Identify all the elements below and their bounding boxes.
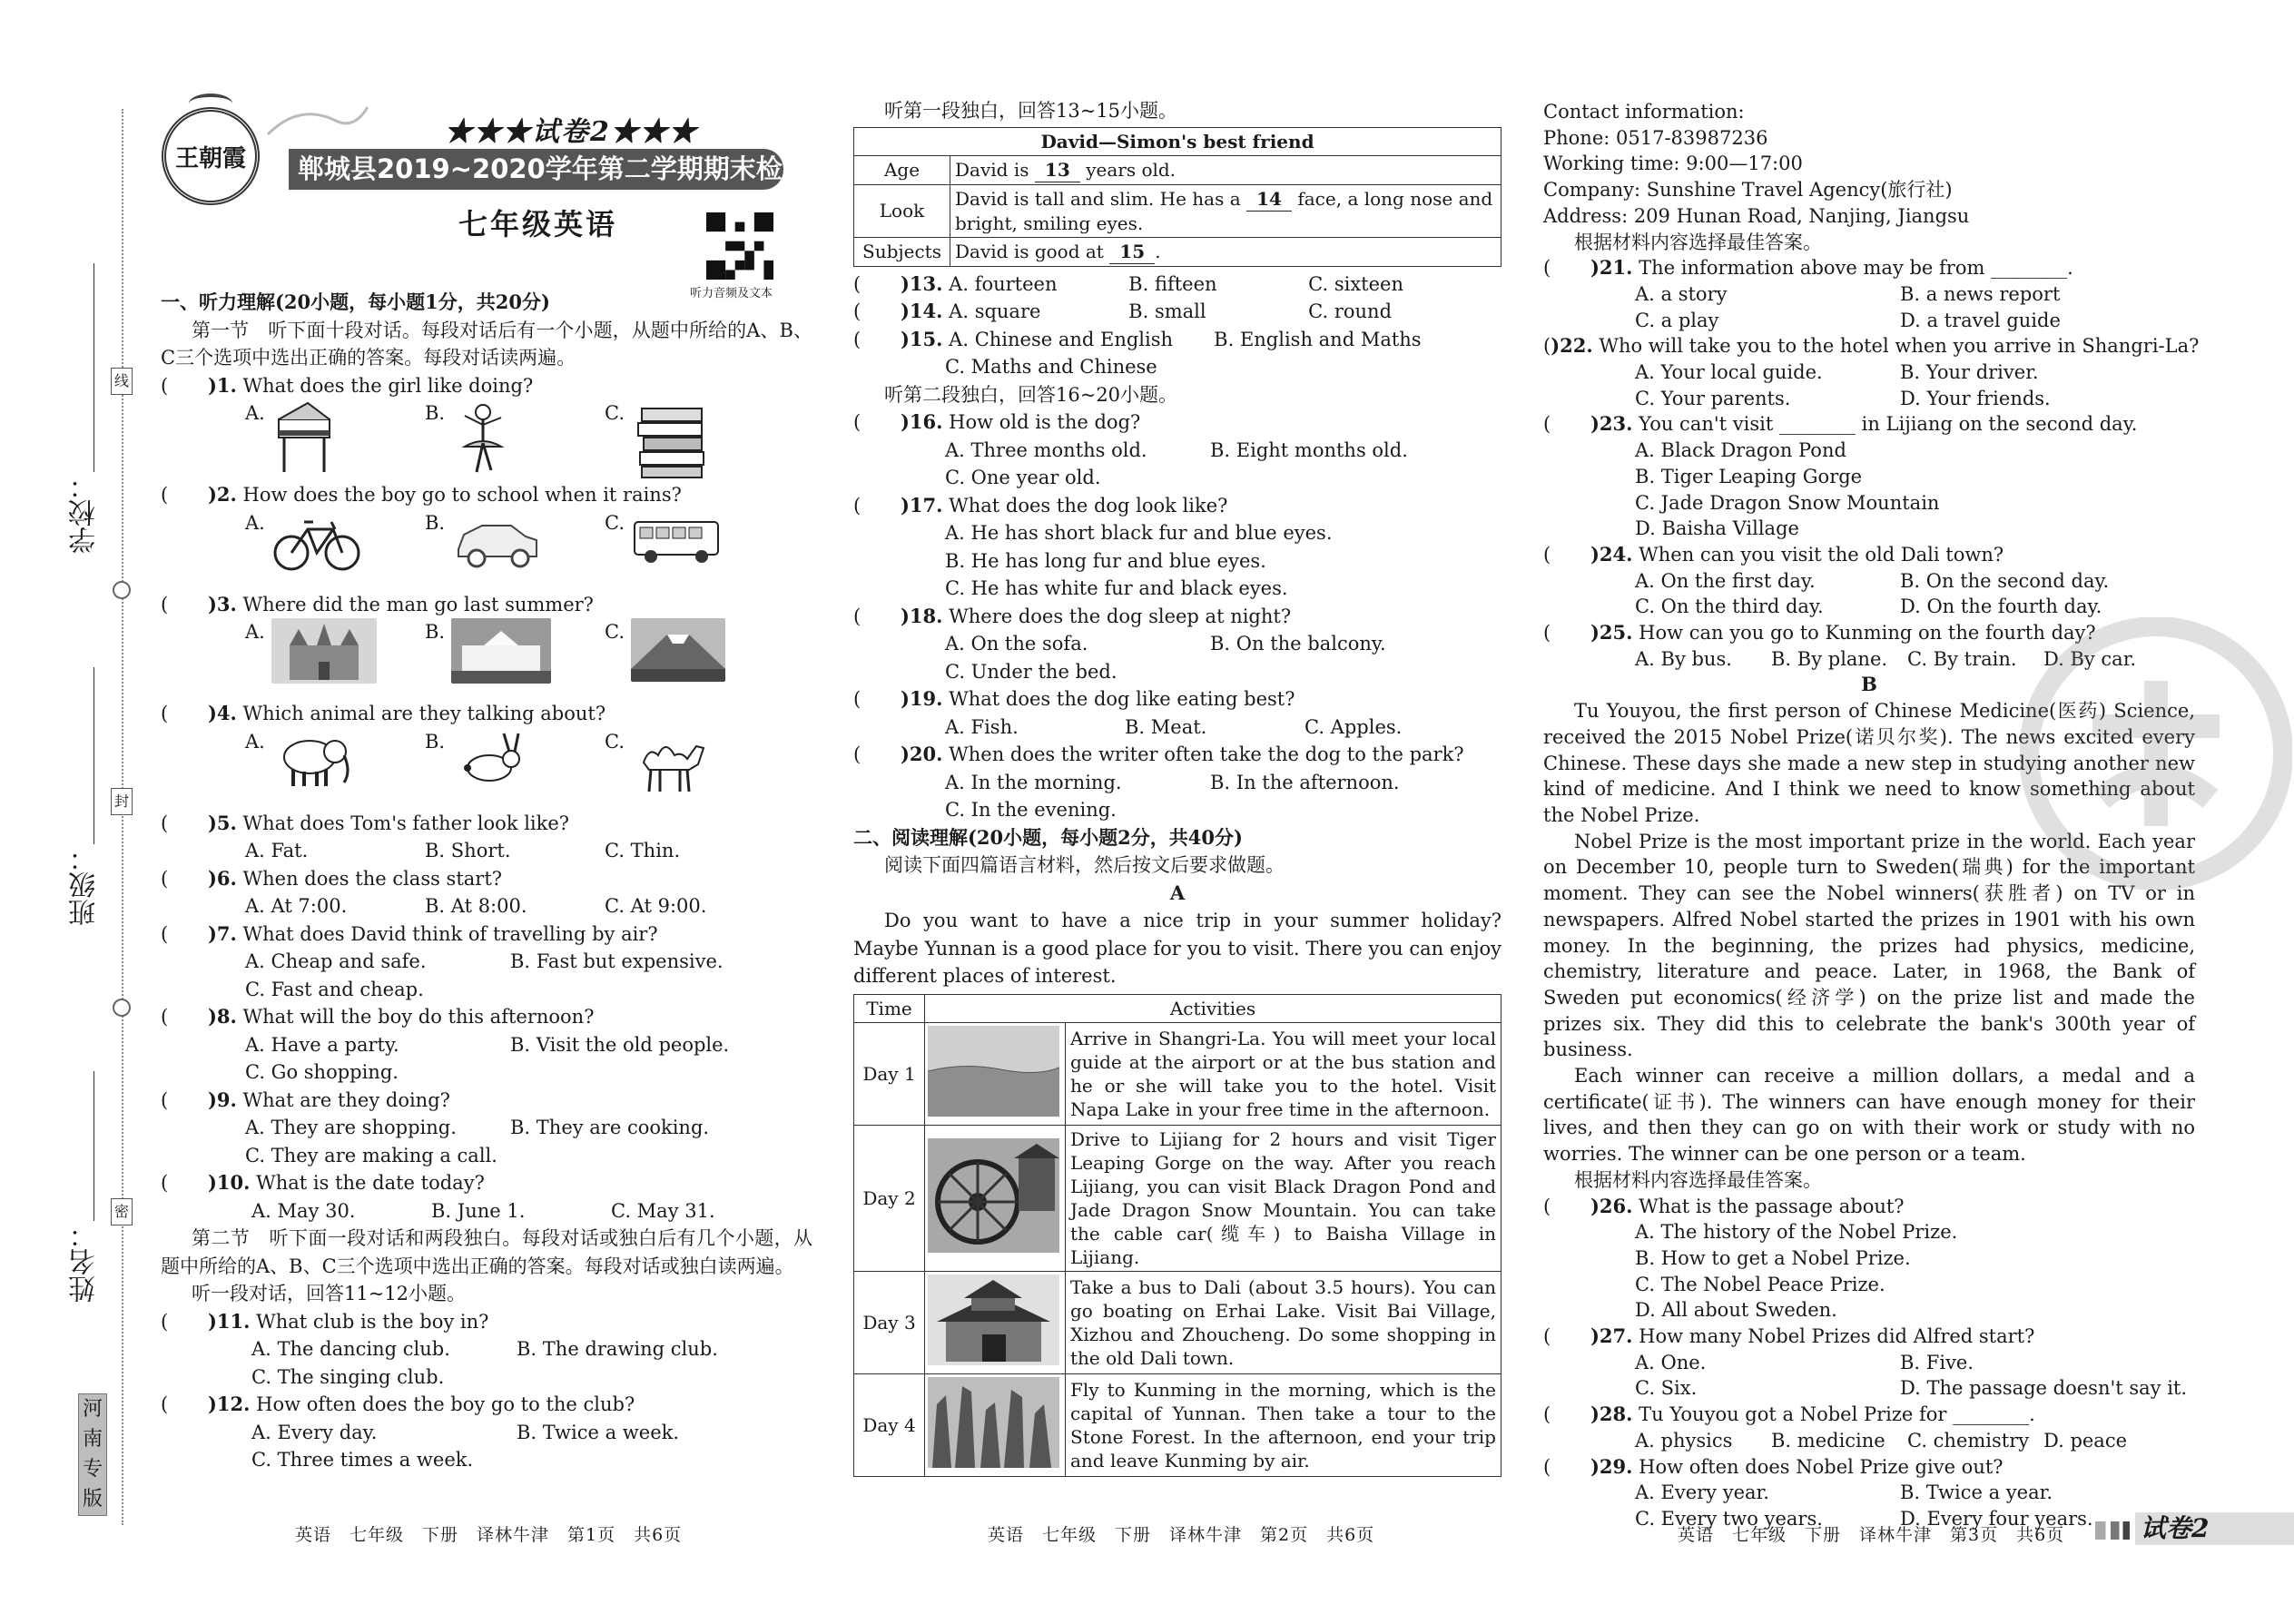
q6-option-a[interactable]: A. At 7:00. xyxy=(245,895,348,917)
trip-day-3: Day 3 xyxy=(854,1271,925,1373)
q4-option-b[interactable]: B. xyxy=(425,728,605,810)
q16-options-2 xyxy=(853,464,1501,492)
q20-options-2 xyxy=(853,796,1501,824)
trip-day-2-text: Drive to Lijiang for 2 hours and visit Tiger Leaping Gorge on the way. After you reach Lijiang, you can visit Black Dragon Pond and Jade Dragon Snow Mountain. You can take the cable car(缆车) to Baisha Village in Lijiang. xyxy=(1066,1125,1501,1271)
q8-options-2 xyxy=(161,1058,812,1087)
q17-options-2 xyxy=(853,547,1501,576)
question-23: ( )23. You can't visit ________ in Lijiang on the second day. xyxy=(1543,412,2138,436)
q14-option-c[interactable]: C. round xyxy=(1308,300,1393,322)
q29-option-d[interactable]: D. Every four years. xyxy=(1900,1507,2093,1530)
passage-b-para-1: Tu Youyou, the first person of Chinese Medicine(医药) Science, received the 2015 Nobel Prize(诺贝尔奖). The news excited every Chinese. These days she made a new step in studying another new kind of medicine. And I think we need to know something about the Nobel Prize. xyxy=(1543,700,2195,826)
q27-options-2 xyxy=(1543,1375,2195,1402)
q26-options-3 xyxy=(1543,1272,2195,1298)
question-13: ( )13. A. fourteen B. fifteen C. sixteen xyxy=(853,271,1501,299)
q12-option-a[interactable]: A. Every day. xyxy=(251,1421,378,1443)
q25-option-a[interactable]: A. By bus. xyxy=(1635,647,1732,670)
q22-options xyxy=(1543,359,2195,386)
q10-option-b[interactable]: B. June 1. xyxy=(431,1199,526,1222)
question-3: ( )3. Where did the man go last summer? xyxy=(161,592,594,615)
q24-option-a[interactable]: A. On the first day. xyxy=(1635,569,1816,592)
q4-options xyxy=(161,728,812,810)
q20-option-c[interactable]: C. In the evening. xyxy=(945,799,1117,821)
q23-option-d[interactable]: D. Baisha Village xyxy=(1635,517,1799,540)
napa-lake-photo xyxy=(928,1026,1059,1117)
table-key-subjects: Subjects xyxy=(854,237,950,266)
seal-mark: 封 xyxy=(111,788,133,815)
q11-option-b[interactable]: B. The drawing club. xyxy=(517,1338,718,1360)
q19-options xyxy=(853,714,1501,742)
q12-options-2 xyxy=(161,1446,812,1474)
region-badge: 河 南 专 版 xyxy=(78,1393,107,1516)
footer-page-3: 英语 七年级 下册 译林牛津 第3页 共6页 xyxy=(1678,1525,2065,1545)
castle-photo xyxy=(271,618,377,684)
publisher-logo: 王朝霞 xyxy=(162,107,260,205)
q21-option-a[interactable]: A. a story xyxy=(1635,282,1728,305)
q3-option-a[interactable]: A. xyxy=(245,618,425,700)
trip-header-time: Time xyxy=(854,994,925,1022)
ribbon-decoration xyxy=(263,98,372,153)
line-mark: 线 xyxy=(111,368,133,395)
q4-option-a[interactable]: A. xyxy=(245,728,425,810)
q21-option-c[interactable]: C. a play xyxy=(1635,309,1719,331)
q11-option-a[interactable]: A. The dancing club. xyxy=(251,1338,450,1360)
q18-option-b[interactable]: B. On the balcony. xyxy=(1210,633,1386,655)
q7-option-a[interactable]: A. Cheap and safe. xyxy=(245,950,427,972)
table-key-age: Age xyxy=(854,155,950,184)
q28-options xyxy=(1543,1428,2195,1454)
table-row-look: David is tall and slim. He has a 14 face, a long nose and bright, smiling eyes. xyxy=(950,184,1501,237)
q20-option-b[interactable]: B. In the afternoon. xyxy=(1210,771,1400,793)
q27-option-b[interactable]: B. Five. xyxy=(1900,1351,1974,1373)
q23-option-a[interactable]: A. Black Dragon Pond xyxy=(1635,439,1846,462)
q12-options xyxy=(161,1419,812,1447)
question-29: ( )29. How often does Nobel Prize give out? xyxy=(1543,1454,2004,1478)
part2-instructions: 阅读下面四篇语言材料，然后按文后要求做题。 xyxy=(884,854,1285,876)
q5-options xyxy=(161,837,812,865)
q10-options xyxy=(161,1197,812,1225)
question-28: ( )28. Tu Youyou got a Nobel Prize for ________. xyxy=(1543,1403,2035,1426)
q17-option-c[interactable]: C. He has white fur and black eyes. xyxy=(945,577,1288,599)
q11-option-c[interactable]: C. The singing club. xyxy=(251,1365,445,1388)
q14-option-a[interactable]: A. square xyxy=(949,300,1041,322)
q24-options-2 xyxy=(1543,594,2195,620)
footer-page-1: 英语 七年级 下册 译林牛津 第1页 共6页 xyxy=(295,1525,683,1545)
monologue2-intro: 听第二段独白，回答16~20小题。 xyxy=(884,383,1178,406)
car-icon xyxy=(451,509,542,573)
q5-option-a[interactable]: A. Fat. xyxy=(245,840,309,861)
contact-address: Address: 209 Hunan Road, Nanjing, Jiangsu xyxy=(1543,204,1970,227)
q15-option-b[interactable]: B. English and Maths xyxy=(1214,328,1422,350)
david-info-table xyxy=(853,127,1501,267)
q8-option-b[interactable]: B. Visit the old people. xyxy=(510,1033,730,1056)
q26-options xyxy=(1543,1219,2195,1245)
q5-option-c[interactable]: C. Thin. xyxy=(605,840,681,861)
passage-b-para-2: Nobel Prize is the most important prize in the world. Each year on December 10, people turn to Sweden(瑞典) for the important moment. They can see the Nobel winners(获胜者) on TV or in newspapers. Alfred Nobel started the prizes in 1901 with his own money. In the beginning, the prizes had physics, medicine, chemistry, literature and peace. Later, in 1968, the Bank of Sweden put economics(经济学) on the prize list and made the prizes six. They did this to celebrate the bank's 300th year of business. xyxy=(1543,830,2195,1061)
q26-option-d[interactable]: D. All about Sweden. xyxy=(1635,1299,1837,1322)
subject-title: 七年级英语 xyxy=(458,207,618,241)
exam-title-banner: 郸城县2019~2020学年第二学期期末检测试卷 xyxy=(289,149,783,190)
question-11: ( )11. What club is the boy in? xyxy=(161,1309,489,1333)
q24-option-d[interactable]: D. On the fourth day. xyxy=(1900,595,2102,618)
q4-option-c[interactable]: C. xyxy=(605,728,784,810)
mi-mark: 密 xyxy=(111,1198,133,1225)
question-27: ( )27. How many Nobel Prizes did Alfred start? xyxy=(1543,1324,2035,1348)
question-5: ( )5. What does Tom's father look like? xyxy=(161,811,570,834)
q11-options-2 xyxy=(161,1363,812,1392)
column-2 xyxy=(853,97,1501,1477)
q25-option-c[interactable]: C. By train. xyxy=(1907,647,2017,670)
q15-options-2 xyxy=(853,353,1501,381)
piano-icon xyxy=(271,399,344,481)
q28-option-c[interactable]: C. chemistry xyxy=(1907,1429,2030,1452)
q24-options xyxy=(1543,568,2195,595)
table-key-look: Look xyxy=(854,184,950,237)
class-label: 班级： xyxy=(69,844,101,926)
question-14: ( )14. A. square B. small C. round xyxy=(853,298,1501,326)
q1-option-a[interactable]: A. xyxy=(245,399,425,481)
q2-option-c[interactable]: C. xyxy=(605,509,784,591)
q18-option-a[interactable]: A. On the sofa. xyxy=(945,633,1088,655)
q21-option-d[interactable]: D. a travel guide xyxy=(1900,309,2061,331)
q29-option-b[interactable]: B. Twice a year. xyxy=(1900,1481,2053,1504)
q17-option-a[interactable]: A. He has short black fur and blue eyes. xyxy=(945,522,1333,544)
q7-options-2 xyxy=(161,976,812,1004)
q8-option-c[interactable]: C. Go shopping. xyxy=(245,1061,399,1083)
day3-photo-cell xyxy=(925,1271,1066,1373)
q11-options xyxy=(161,1335,812,1363)
question-2: ( )2. How does the boy go to school when it rains? xyxy=(161,483,682,506)
ballet-dancer-icon xyxy=(451,399,515,481)
q28-option-a[interactable]: A. physics xyxy=(1635,1429,1733,1452)
q26-options-4 xyxy=(1543,1297,2195,1324)
trip-header-activities: Activities xyxy=(925,994,1501,1022)
trip-day-1: Day 1 xyxy=(854,1022,925,1125)
q5-option-b[interactable]: B. Short. xyxy=(425,840,511,861)
q3-option-c[interactable]: C. xyxy=(605,618,784,700)
passage-b-label: B xyxy=(1861,673,1877,696)
binding-line xyxy=(122,109,123,1525)
question-1: ( )1. What does the girl like doing? xyxy=(161,373,534,397)
bicycle-icon xyxy=(271,509,362,573)
passage-a-label: A xyxy=(1169,881,1186,904)
blank-15[interactable]: 15 xyxy=(1109,240,1155,264)
q23-options-4 xyxy=(1543,516,2195,542)
q3-option-b[interactable]: B. xyxy=(425,618,605,700)
question-26: ( )26. What is the passage about? xyxy=(1543,1194,1905,1217)
q6-option-b[interactable]: B. At 8:00. xyxy=(425,895,527,917)
q19-option-a[interactable]: A. Fish. xyxy=(945,715,1019,738)
trip-day-1-text: Arrive in Shangri-La. You will meet your local guide at the airport or at the bus station and he or she will take you to the hotel. Visit Napa Lake in your free time in the afternoon. xyxy=(1066,1022,1501,1125)
q24-option-c[interactable]: C. On the third day. xyxy=(1635,595,1824,618)
q16-option-b[interactable]: B. Eight months old. xyxy=(1210,438,1408,461)
footer-page-2: 英语 七年级 下册 译林牛津 第2页 共6页 xyxy=(988,1525,1375,1545)
school-label: 学校： xyxy=(69,472,101,554)
q27-option-a[interactable]: A. One. xyxy=(1635,1351,1707,1373)
q9-options xyxy=(161,1114,812,1142)
contact-company: Company: Sunshine Travel Agency(旅行社) xyxy=(1543,179,1953,202)
q16-options xyxy=(853,437,1501,465)
section1-instructions: 第一节 听下面十段对话。每段对话后有一个小题，从题中所给的A、B、C三个选项中选出正确的答案。每段对话读两遍。 xyxy=(161,319,812,369)
q29-option-a[interactable]: A. Every year. xyxy=(1635,1481,1769,1504)
waterwheel-photo xyxy=(928,1138,1059,1253)
q17-option-b[interactable]: B. He has long fur and blue eyes. xyxy=(945,549,1266,572)
blank-14[interactable]: 14 xyxy=(1246,187,1292,212)
q1-options xyxy=(161,399,812,481)
q9-options-2 xyxy=(161,1142,812,1170)
q9-option-a[interactable]: A. They are shopping. xyxy=(245,1117,457,1138)
part1-heading: 一、听力理解(20小题，每小题1分，共20分) xyxy=(161,290,550,313)
ornament-icon xyxy=(113,999,131,1017)
q17-options xyxy=(853,519,1501,547)
question-4: ( )4. Which animal are they talking about? xyxy=(161,702,606,724)
q2-options xyxy=(161,509,812,591)
q19-option-c[interactable]: C. Apples. xyxy=(1305,715,1403,738)
q22-option-c[interactable]: C. Your parents. xyxy=(1635,387,1791,409)
question-25: ( )25. How can you go to Kunming on the fourth day? xyxy=(1543,621,2096,645)
question-16: ( )16. How old is the dog? xyxy=(853,410,1141,433)
contact-heading: Contact information: xyxy=(1543,101,1745,123)
question-18: ( )18. Where does the dog sleep at night? xyxy=(853,604,1292,627)
q27-option-c[interactable]: C. Six. xyxy=(1635,1377,1698,1400)
q26-option-b[interactable]: B. How to get a Nobel Prize. xyxy=(1635,1246,1911,1269)
q22-option-d[interactable]: D. Your friends. xyxy=(1900,387,2051,409)
question-20: ( )20. When does the writer often take the dog to the park? xyxy=(853,743,1464,765)
q23-options-3 xyxy=(1543,490,2195,517)
table-row-subjects: David is good at 15 . xyxy=(950,237,1501,266)
rabbit-icon xyxy=(451,728,533,792)
q12-option-b[interactable]: B. Twice a week. xyxy=(517,1421,680,1443)
q24-option-b[interactable]: B. On the second day. xyxy=(1900,569,2110,592)
books-icon xyxy=(631,399,713,481)
question-22: ( )22. Who will take you to the hotel when you arrive in Shangri-La? xyxy=(1543,334,2200,358)
question-6: ( )6. When does the class start? xyxy=(161,866,503,890)
dali-gate-photo xyxy=(928,1275,1059,1365)
q27-options xyxy=(1543,1350,2195,1376)
q28-option-d[interactable]: D. peace xyxy=(2043,1429,2128,1452)
q15-option-c[interactable]: C. Maths and Chinese xyxy=(945,356,1157,378)
q13-option-c[interactable]: C. sixteen xyxy=(1308,272,1403,295)
q10-option-a[interactable]: A. May 30. xyxy=(251,1199,356,1222)
passage-b-para-3: Each winner can receive a million dollars, a medal and a certificate(证书). The winners can have enough money for their lives, and then they can go on with their work or study with no worries. The winner can be one person or a team. xyxy=(1543,1065,2195,1166)
q7-options xyxy=(161,948,812,976)
q19-option-b[interactable]: B. Meat. xyxy=(1125,715,1207,738)
q17-options-3 xyxy=(853,575,1501,603)
watermark-seal-icon xyxy=(2020,617,2292,890)
q22-option-b[interactable]: B. Your driver. xyxy=(1900,361,2039,384)
contact-phone: Phone: 0517-83987236 xyxy=(1543,126,1768,149)
monologue1-intro: 听第一段独白，回答13~15小题。 xyxy=(884,100,1178,122)
question-9: ( )9. What are they doing? xyxy=(161,1088,450,1111)
question-12: ( )12. How often does the boy go to the club? xyxy=(161,1393,635,1415)
day4-photo-cell xyxy=(925,1373,1066,1476)
blank-13[interactable]: 13 xyxy=(1035,158,1080,182)
question-10: ( )10. What is the date today? xyxy=(161,1171,485,1194)
question-17: ( )17. What does the dog look like? xyxy=(853,493,1228,517)
passage-a-intro: Do you want to have a nice trip in your summer holiday? Maybe Yunnan is a good place for you to visit. There you can enjoy different places of interest. xyxy=(853,910,1501,987)
q25-option-d[interactable]: D. By car. xyxy=(2043,647,2137,670)
exam-series: ★★★试卷2★★★ xyxy=(445,116,698,148)
section2-dialogue-intro: 听一段对话，回答11~12小题。 xyxy=(192,1283,467,1304)
name-label: 姓名： xyxy=(69,1221,101,1303)
section2-instructions: 第二节 听下面一段对话和两段独白。每段对话或独白后有几个小题，从题中所给的A、B、C三个选项中选出正确的答案。每段对话或独白读两遍。 xyxy=(161,1227,812,1277)
q16-option-a[interactable]: A. Three months old. xyxy=(945,438,1147,461)
q18-option-c[interactable]: C. Under the bed. xyxy=(945,660,1117,683)
q18-options-2 xyxy=(853,658,1501,686)
q6-options xyxy=(161,892,812,920)
question-15: ( )15. A. Chinese and English B. English and Maths xyxy=(853,326,1501,354)
elephant-icon xyxy=(271,728,353,792)
question-24: ( )24. When can you visit the old Dali town? xyxy=(1543,542,2004,566)
table-row-age: David is 13 years old. xyxy=(950,155,1501,184)
trip-day-3-text: Take a bus to Dali (about 3.5 hours). You can go boating on Erhai Lake. Visit Bai Village, Xizhou and Zhoucheng. Do some shopping in the old Dali town. xyxy=(1066,1271,1501,1373)
q23-option-b[interactable]: B. Tiger Leaping Gorge xyxy=(1635,465,1863,487)
q29-option-c[interactable]: C. Every two years. xyxy=(1635,1507,1823,1530)
q1-option-b[interactable]: B. xyxy=(425,399,605,481)
q29-options xyxy=(1543,1480,2195,1506)
q20-option-a[interactable]: A. In the morning. xyxy=(945,771,1122,793)
part2-heading: 二、阅读理解(20小题，每小题2分，共40分) xyxy=(853,825,1243,849)
question-7: ( )7. What does David think of travelling by air? xyxy=(161,921,658,945)
white-house-photo xyxy=(451,618,551,684)
trip-day-4-text: Fly to Kunming in the morning, which is the capital of Yunnan. Then take a tour to the Stone Forest. In the afternoon, end your trip and leave Kunming by air. xyxy=(1066,1373,1501,1476)
bus-icon xyxy=(631,509,722,573)
q21-option-b[interactable]: B. a news report xyxy=(1900,282,2061,305)
trip-day-4: Day 4 xyxy=(854,1373,925,1476)
camel-icon xyxy=(631,728,713,796)
question-19: ( )19. What does the dog like eating best? xyxy=(853,687,1295,710)
q20-options xyxy=(853,769,1501,797)
q23-options-2 xyxy=(1543,464,2195,490)
day2-photo-cell xyxy=(925,1125,1066,1271)
binding-strip xyxy=(0,0,154,1624)
q13-option-b[interactable]: B. fifteen xyxy=(1128,272,1217,295)
section-a-instructions: 根据材料内容选择最佳答案。 xyxy=(1574,231,1822,253)
q26-options-2 xyxy=(1543,1245,2195,1272)
table-title: David—Simon's best friend xyxy=(854,127,1501,155)
trip-table xyxy=(853,994,1501,1477)
q23-option-c[interactable]: C. Jade Dragon Snow Mountain xyxy=(1635,491,1940,514)
q14-option-b[interactable]: B. small xyxy=(1128,300,1206,322)
qr-caption: 听力音频及文本 xyxy=(690,287,773,300)
q26-option-c[interactable]: C. The Nobel Peace Prize. xyxy=(1635,1273,1885,1295)
contact-hours: Working time: 9:00—17:00 xyxy=(1543,153,1803,175)
q18-options xyxy=(853,630,1501,658)
q7-option-b[interactable]: B. Fast but expensive. xyxy=(510,950,724,972)
question-8: ( )8. What will the boy do this afternoon? xyxy=(161,1005,595,1028)
question-21: ( )21. The information above may be from ________. xyxy=(1543,256,2073,280)
footer-tag: 试卷2 xyxy=(2135,1512,2294,1545)
q26-option-a[interactable]: A. The history of the Nobel Prize. xyxy=(1635,1221,1958,1244)
qr-code[interactable] xyxy=(706,212,773,280)
q10-option-c[interactable]: C. May 31. xyxy=(611,1199,715,1222)
q21-options xyxy=(1543,281,2195,308)
q22-option-a[interactable]: A. Your local guide. xyxy=(1635,361,1823,384)
q12-option-c[interactable]: C. Three times a week. xyxy=(251,1449,474,1471)
logo-crown-icon xyxy=(189,94,232,113)
q2-option-b[interactable]: B. xyxy=(425,509,605,591)
trip-day-2: Day 2 xyxy=(854,1125,925,1271)
q7-option-c[interactable]: C. Fast and cheap. xyxy=(245,978,424,1000)
day1-photo-cell xyxy=(925,1022,1066,1125)
mount-fuji-photo xyxy=(631,618,725,682)
q1-option-c[interactable]: C. xyxy=(605,399,784,481)
section-b-instructions: 根据材料内容选择最佳答案。 xyxy=(1574,1168,1822,1191)
q3-options xyxy=(161,618,812,700)
q23-options xyxy=(1543,438,2195,464)
ornament-icon xyxy=(113,581,131,599)
q8-options xyxy=(161,1031,812,1059)
q16-option-c[interactable]: C. One year old. xyxy=(945,467,1101,488)
q27-option-d[interactable]: D. The passage doesn't say it. xyxy=(1900,1377,2188,1400)
q15-option-a[interactable]: A. Chinese and English xyxy=(949,328,1174,350)
column-1 xyxy=(161,289,812,1474)
q8-option-a[interactable]: A. Have a party. xyxy=(245,1033,399,1056)
footer-tag-decoration xyxy=(2095,1521,2130,1540)
q22-options-2 xyxy=(1543,386,2195,412)
q28-option-b[interactable]: B. medicine xyxy=(1771,1429,1885,1452)
q13-option-a[interactable]: A. fourteen xyxy=(949,272,1058,295)
q9-option-c[interactable]: C. They are making a call. xyxy=(245,1144,497,1166)
stone-forest-photo xyxy=(928,1377,1059,1468)
q21-options-2 xyxy=(1543,308,2195,334)
q25-option-b[interactable]: B. By plane. xyxy=(1771,647,1888,670)
q6-option-c[interactable]: C. At 9:00. xyxy=(605,895,707,917)
q2-option-a[interactable]: A. xyxy=(245,509,425,591)
q9-option-b[interactable]: B. They are cooking. xyxy=(510,1117,710,1138)
